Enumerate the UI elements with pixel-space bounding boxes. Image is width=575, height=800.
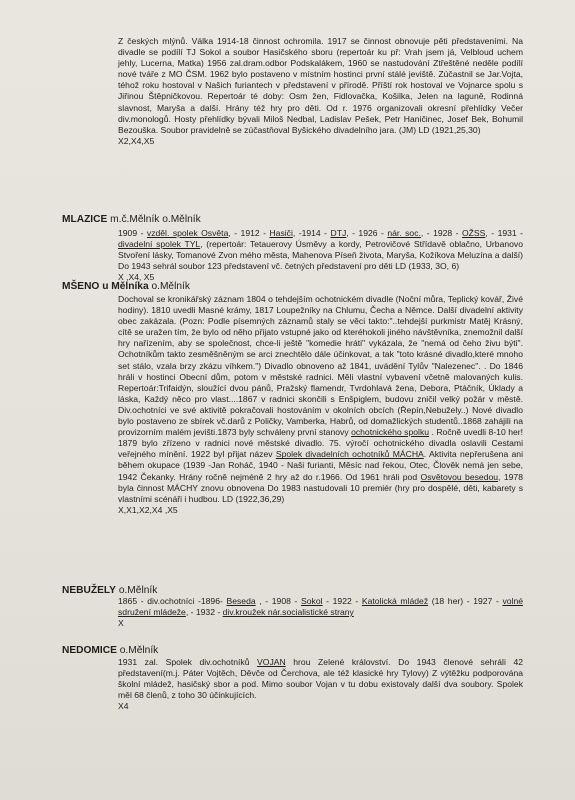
text-segment: , - 1908 - (255, 596, 302, 606)
underlined-org-name: Beseda (226, 596, 256, 606)
entry-codes: X2,X4,X5 (118, 135, 155, 146)
entry-region: o.Mělník (151, 281, 190, 292)
underlined-org-name: divadelní spolek TYL (118, 239, 201, 250)
text-segment: , - 1932 - (185, 607, 223, 618)
underlined-org-name: Hasiči (269, 228, 293, 238)
entry-body (118, 596, 523, 629)
entry-codes: X4 (118, 701, 129, 712)
text-segment: hrou Zelené království. Do 1943 členové sehráli 42 představení(m.j. Páter Vojtěch, Děvče od Čerchova, ale též klasické hry Tylovy) Z výtěžku podporována školní mládež, hasičský sbor a pod. Mimo soubor Vojan v tu dobu existovaly další dva soubory. Spolek měl 68 členů, z toho 30 účinkujících. (118, 657, 523, 701)
text-segment: - 1922 - (322, 596, 362, 606)
text-segment: . Ročně uvedli 8-10 her! 1879 bylo zřízeno v radnici nové městské divadlo. 75. výročí ochotnického divadla oslavili Cestami veřejného mínění. 1922 byl přijat název (118, 427, 523, 460)
entry-text (118, 657, 523, 701)
entry-codes: X (118, 618, 124, 629)
entry-text (118, 228, 523, 272)
entry-body (118, 657, 523, 712)
entry-text: Z českých mlýnů. Válka 1914-18 činnost ochromila. 1917 se činnost obnovuje pěti představeními. Na divadle se podílí TJ Sokol a soubor Hasičského sboru (repertoár ku př: Vrah jsem já, Velbloud uchem jehly, Lucerna, Matka) 1956 zal.dram.odbor Podskalákem, 1960 se nastudování Ztřeštěné neděle podílí nové tváře z MO ČSM. 1962 bylo postaveno v místním hostinci první stálé jeviště. Zúčastnil se Jar.Vojta, téhož roku hostoval v Našich furiantech v představení v přírodě. Příští rok hostoval ve Vojnarce spolu s Jiřinou Štěpničkovou. Repertoár té doby: Osm žen, Fidlovačka, Košilka, Jelen na laguně, Rodinná slavnost, Maryša a další. Hrány též hry pro děti. Od r. 1976 organizovali okresní přehlídky Večer div.monologů. Hosty přehlídky bývali Miloš Nedbal, Ladislav Pešek, Petr Haničinec, Josef Bek, Bohumil Bezouška. Soubor pravidelně se zúčastňoval Byšického divadelního jara. (JM) LD (1921,25,30) (118, 36, 523, 135)
underlined-org-name: div.kroužek nár.socialistické strany (222, 607, 354, 618)
entry-text (118, 596, 523, 618)
text-segment: Dochoval se kronikářský záznam 1804 o tehdejším ochotnickém divadle (Noční můra, Teplický kovář, Živé hodiny). 1810 uvedli Masné krámy, 1817 Loupežníky na Chlumu, Čecha a Němce. Další divadelní aktivity obec zakázala. (Pozn: Podle písemných záznamů staly se věci takto:"..tehdejší purkmistr Matěj Krásný, cítě se uražen tím, že bylo od něho přijato vstupné jako od kteréhokoli jiného návštěvníka, znemožnil další hry nařízením, aby se společnost, chce-li ještě "komedie hráti" vykázala, že "nemá od čeho živu býti". Ochotníkům takto zesměšněným se arci znechtělo dále účinkovat, a tak "toto krásné divadlo,které mnoho set stálo, vzala brzy zkázu víhkem.") Divadlo obnoveno až 1841, uvádění Tylův "Nalezenec". . Do 1846 hráli v hostinci Obecní dům, potom v městské radnici. Měli vlastní vybavení včetně malovaných kulis. Repertoár:Trifaidýn, sloužící dvou pánů, Pražský flamendr, Tvrdohlavá žena, Debora, Ptáčník, Úklady a láska, Každý něco pro vlast....1867 v radnici skončili s Enšpiglem, budovu zničil velký požár v městě. Div.ochotníci ve své aktivitě pokračovali hostováním v okolních obcích (Řepín,Nebužely..) Nové divadlo bylo postaveno ze sbírek vč.darů z Poličky, Vamberka, Habrů, od domažlických studentů..1868 zahájili na provizorním malém jevišti.1873 byly schváleny první stanovy (118, 294, 523, 438)
entry-body (118, 294, 523, 516)
underlined-org-name: nár. soc. (387, 228, 421, 238)
entry-region: o.Mělník (118, 585, 158, 596)
text-segment: , -1914 - (292, 228, 331, 238)
underlined-org-name: Sokol (301, 596, 323, 606)
entry-name: NEBUŽELY (62, 585, 116, 596)
underlined-org-name: OŽSS (462, 228, 486, 238)
text-segment: . Aktivita nepřerušena ani během okupace (1939 -Jan Roháč, 1940 - Naši furianti, Měsíc nad řekou, Otec, Člověk nemá jen sebe, 1942 Čekanky. Hrány ročně nejméně 2 hry až do r.1966. Od 1961 hráli pod (118, 449, 523, 482)
underlined-org-name: Osvětovou besedou (420, 471, 499, 482)
underlined-org-name: volné sdružení mládeže (118, 596, 523, 618)
entry-name: NEDOMICE (62, 645, 117, 656)
text-segment: , - 1928 - (420, 228, 462, 238)
entry-name: MŠENO u Mělníka (62, 281, 149, 292)
text-segment: , - 1912 - (228, 228, 270, 238)
underlined-org-name: Katolická mládež (361, 596, 429, 606)
underlined-org-name: ochotnického spolku (351, 427, 430, 438)
underlined-org-name: VOJAN (257, 657, 286, 667)
text-segment: 1909 - (118, 228, 147, 238)
text-segment: 1931 zal. Spolek div.ochotníků (118, 657, 258, 667)
entry-region: m.č.Mělník o.Mělník (110, 214, 201, 225)
entry-heading (62, 214, 201, 225)
text-segment: , (repertoár: Tetauerovy Úsměvy a kordy, Petrovičové Střídavě oblačno, Urbanovo Stvoření lásky, Tomanové Zvon mého města, Mahenova Píseň života, Maryša, Kožíkova Meluzína a další) Do 1943 sehrál soubor 123 představení vč. četných představení pro děti LD (1933, 3O, 6) (118, 239, 523, 272)
entry-text (118, 294, 523, 505)
entry-heading (62, 585, 157, 596)
entry-body (118, 36, 523, 147)
entry-region: o.Mělník (119, 645, 159, 656)
underlined-org-name: DTJ (330, 228, 347, 238)
entry-body (118, 228, 523, 283)
text-segment: , 1978 byla činnost MÁCHY znovu obnovena Do 1983 nastudovali 10 premiér (hry pro dospělé, děti, kabarety s vlastními scénáři i hudbou. LD (1922,36,29) (118, 471, 523, 504)
entry-heading (62, 281, 190, 292)
text-segment: , - 1926 - (346, 228, 388, 238)
entry-codes: X ,X4, X5 (118, 272, 155, 283)
text-segment: (18 her) - 1927 - (428, 596, 503, 606)
entry-name: MLAZICE (62, 214, 108, 225)
underlined-org-name: Spolek divadelních ochotníků MÁCHA (275, 449, 424, 460)
entry-codes: X,X1,X2,X4 ,X5 (118, 504, 178, 515)
text-segment: , - 1931 - (485, 228, 524, 238)
underlined-org-name: vzděl. spolek Osvěta (146, 228, 229, 238)
text-segment: 1865 - div.ochotníci -1896- (118, 596, 227, 606)
entry-heading (62, 645, 158, 656)
